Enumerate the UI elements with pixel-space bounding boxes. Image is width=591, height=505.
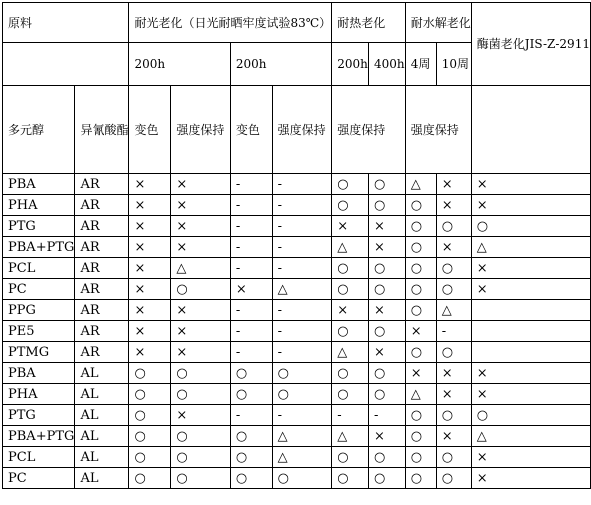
cell-isocyanate: AL — [75, 384, 129, 405]
table-row — [3, 195, 591, 216]
cell-rating — [471, 321, 590, 342]
cell-rating: ○ — [332, 195, 369, 216]
cell-rating: × — [332, 300, 369, 321]
cell-rating: △ — [471, 237, 590, 258]
table-row — [3, 426, 591, 447]
cell-rating: × — [129, 279, 171, 300]
cell-rating: ○ — [368, 174, 405, 195]
cell-rating: ○ — [332, 174, 369, 195]
cell-rating: ○ — [272, 468, 332, 489]
cell-rating: ○ — [230, 468, 272, 489]
cell-rating: ○ — [171, 468, 230, 489]
table-row — [3, 384, 591, 405]
header-heat-400h: 400h — [368, 43, 405, 86]
cell-rating: ○ — [171, 447, 230, 468]
cell-rating: - — [272, 300, 332, 321]
cell-isocyanate: AR — [75, 195, 129, 216]
table-row — [3, 279, 591, 300]
cell-rating: ○ — [272, 363, 332, 384]
cell-rating: ○ — [230, 447, 272, 468]
cell-rating: ○ — [471, 405, 590, 426]
cell-rating: × — [471, 279, 590, 300]
cell-rating: × — [332, 216, 369, 237]
table-row — [3, 258, 591, 279]
cell-rating: × — [471, 174, 590, 195]
header-strength-a — [171, 86, 230, 174]
cell-polyol: PC — [3, 279, 75, 300]
cell-polyol: PBA — [3, 363, 75, 384]
cell-rating: - — [230, 321, 272, 342]
cell-isocyanate: AL — [75, 447, 129, 468]
cell-rating: × — [171, 174, 230, 195]
cell-rating: × — [171, 321, 230, 342]
cell-rating: ○ — [436, 216, 471, 237]
header-light-200h-a: 200h — [129, 43, 230, 86]
cell-polyol: PCL — [3, 258, 75, 279]
cell-rating: ○ — [171, 363, 230, 384]
cell-rating: ○ — [405, 195, 436, 216]
header-strength-a-text: 强度保持 — [176, 122, 225, 137]
cell-polyol: PTMG — [3, 342, 75, 363]
header-heat-200h: 200h — [332, 43, 369, 86]
cell-rating: △ — [171, 258, 230, 279]
table-row — [3, 321, 591, 342]
cell-rating: - — [436, 321, 471, 342]
cell-rating: ○ — [368, 363, 405, 384]
cell-polyol: PHA — [3, 384, 75, 405]
cell-rating: ○ — [230, 363, 272, 384]
cell-rating: △ — [332, 426, 369, 447]
cell-rating: ○ — [405, 405, 436, 426]
cell-rating: - — [272, 405, 332, 426]
header-raw-material: 原料 — [3, 3, 129, 43]
table-row — [3, 405, 591, 426]
header-strength-b-text: 强度保持 — [277, 122, 326, 137]
cell-rating: × — [171, 237, 230, 258]
cell-isocyanate: AR — [75, 237, 129, 258]
cell-rating: ○ — [405, 468, 436, 489]
header-hydro-10w — [436, 43, 471, 86]
cell-rating: × — [436, 363, 471, 384]
cell-rating: ○ — [368, 384, 405, 405]
header-light-aging: 耐光老化（日光耐晒牢度试验83℃） — [129, 3, 332, 43]
cell-polyol: PHA — [3, 195, 75, 216]
cell-rating: × — [129, 258, 171, 279]
cell-rating: - — [230, 405, 272, 426]
cell-rating: ○ — [436, 447, 471, 468]
cell-rating: ○ — [436, 279, 471, 300]
cell-polyol: PCL — [3, 447, 75, 468]
cell-rating: ○ — [368, 468, 405, 489]
cell-isocyanate: AR — [75, 258, 129, 279]
cell-rating: ○ — [230, 426, 272, 447]
cell-rating: - — [272, 216, 332, 237]
cell-rating: ○ — [129, 384, 171, 405]
header-hydrolysis: 耐水解老化 — [405, 3, 471, 43]
cell-rating: - — [272, 174, 332, 195]
cell-rating: ○ — [368, 195, 405, 216]
cell-rating: ○ — [436, 342, 471, 363]
cell-isocyanate: AR — [75, 300, 129, 321]
cell-polyol: PTG — [3, 405, 75, 426]
header-discolor-a-text: 变色 — [134, 122, 159, 137]
cell-rating: × — [471, 447, 590, 468]
cell-rating: × — [368, 426, 405, 447]
cell-rating: ○ — [171, 384, 230, 405]
cell-rating: ○ — [436, 468, 471, 489]
cell-rating: × — [129, 195, 171, 216]
cell-rating: ○ — [129, 468, 171, 489]
cell-rating: ○ — [332, 258, 369, 279]
table-row — [3, 468, 591, 489]
header-hydro-4w: 4周 — [405, 43, 436, 86]
cell-rating: × — [368, 216, 405, 237]
cell-rating: × — [436, 426, 471, 447]
cell-isocyanate: AL — [75, 405, 129, 426]
cell-rating: × — [405, 363, 436, 384]
cell-rating: × — [368, 342, 405, 363]
header-polyol: 多元醇 — [3, 86, 75, 174]
header-mold-blank — [471, 86, 590, 174]
cell-rating: ○ — [368, 321, 405, 342]
header-discolor-a — [129, 86, 171, 174]
cell-polyol: PBA+PTG — [3, 237, 75, 258]
cell-rating: ○ — [405, 258, 436, 279]
cell-rating: - — [230, 174, 272, 195]
cell-rating: △ — [272, 426, 332, 447]
cell-polyol: PE5 — [3, 321, 75, 342]
cell-rating: × — [129, 216, 171, 237]
cell-rating: × — [129, 237, 171, 258]
cell-rating: × — [129, 321, 171, 342]
cell-rating: - — [272, 258, 332, 279]
header-discolor-b-text: 变色 — [235, 122, 260, 137]
header-heat-strength: 强度保持 — [332, 86, 406, 174]
cell-rating: ○ — [332, 279, 369, 300]
cell-rating: × — [171, 195, 230, 216]
cell-rating: × — [471, 258, 590, 279]
header-discolor-b — [230, 86, 272, 174]
cell-rating: ○ — [405, 447, 436, 468]
cell-rating: × — [471, 468, 590, 489]
table-row — [3, 216, 591, 237]
cell-isocyanate: AL — [75, 426, 129, 447]
cell-rating: ○ — [171, 279, 230, 300]
cell-polyol: PC — [3, 468, 75, 489]
cell-rating: × — [471, 195, 590, 216]
header-isocyanate: 异氰酸酯 — [75, 86, 129, 174]
cell-rating: - — [272, 321, 332, 342]
cell-rating: ○ — [405, 279, 436, 300]
cell-rating: × — [436, 237, 471, 258]
cell-rating: - — [230, 258, 272, 279]
cell-polyol: PTG — [3, 216, 75, 237]
cell-rating: × — [129, 174, 171, 195]
table-row — [3, 342, 591, 363]
cell-rating: × — [471, 384, 590, 405]
cell-polyol: PBA — [3, 174, 75, 195]
header-mold-aging: 酶菌老化JIS-Z-2911 — [471, 3, 590, 86]
cell-rating: ○ — [368, 279, 405, 300]
header-blank — [3, 43, 129, 86]
cell-isocyanate: AL — [75, 363, 129, 384]
cell-rating: ○ — [332, 363, 369, 384]
cell-rating: - — [230, 216, 272, 237]
cell-rating: △ — [272, 447, 332, 468]
cell-rating: - — [230, 342, 272, 363]
header-hydro-10w-text: 10周 — [441, 57, 469, 71]
cell-rating: × — [230, 279, 272, 300]
cell-rating: × — [171, 405, 230, 426]
cell-rating: × — [436, 174, 471, 195]
cell-isocyanate: AR — [75, 279, 129, 300]
cell-rating: ○ — [405, 426, 436, 447]
table-row — [3, 174, 591, 195]
cell-rating: ○ — [171, 426, 230, 447]
cell-rating: △ — [405, 384, 436, 405]
cell-rating: × — [171, 300, 230, 321]
cell-isocyanate: AR — [75, 216, 129, 237]
cell-rating: × — [171, 342, 230, 363]
cell-rating: × — [129, 342, 171, 363]
cell-rating: × — [436, 384, 471, 405]
cell-rating: ○ — [332, 468, 369, 489]
cell-polyol: PBA+PTG — [3, 426, 75, 447]
cell-rating: △ — [405, 174, 436, 195]
table-row — [3, 237, 591, 258]
cell-rating: ○ — [332, 447, 369, 468]
cell-rating: - — [272, 342, 332, 363]
cell-rating: × — [471, 363, 590, 384]
aging-resistance-table — [2, 2, 591, 489]
cell-rating: ○ — [436, 405, 471, 426]
cell-rating: × — [405, 321, 436, 342]
cell-isocyanate: AR — [75, 321, 129, 342]
cell-rating: ○ — [405, 300, 436, 321]
cell-polyol: PPG — [3, 300, 75, 321]
cell-rating: - — [272, 237, 332, 258]
cell-isocyanate: AR — [75, 174, 129, 195]
cell-rating: ○ — [129, 426, 171, 447]
cell-rating: △ — [272, 279, 332, 300]
header-strength-b — [272, 86, 332, 174]
cell-rating: ○ — [368, 258, 405, 279]
cell-rating: ○ — [230, 384, 272, 405]
cell-rating: △ — [332, 237, 369, 258]
cell-rating: - — [332, 405, 369, 426]
cell-rating: × — [368, 300, 405, 321]
cell-rating: - — [272, 195, 332, 216]
cell-rating: × — [129, 300, 171, 321]
cell-isocyanate: AL — [75, 468, 129, 489]
header-heat-aging: 耐热老化 — [332, 3, 406, 43]
cell-rating: ○ — [471, 216, 590, 237]
cell-rating: × — [171, 216, 230, 237]
cell-rating: △ — [436, 300, 471, 321]
cell-rating: ○ — [129, 405, 171, 426]
cell-rating: ○ — [405, 216, 436, 237]
cell-rating: ○ — [368, 447, 405, 468]
cell-rating: × — [368, 237, 405, 258]
header-light-200h-b: 200h — [230, 43, 331, 86]
cell-rating: ○ — [129, 363, 171, 384]
cell-rating: ○ — [405, 237, 436, 258]
table-row — [3, 447, 591, 468]
cell-isocyanate: AR — [75, 342, 129, 363]
cell-rating: ○ — [272, 384, 332, 405]
cell-rating — [471, 342, 590, 363]
cell-rating: ○ — [129, 447, 171, 468]
cell-rating: ○ — [436, 258, 471, 279]
cell-rating: × — [436, 195, 471, 216]
table-row — [3, 363, 591, 384]
cell-rating: - — [230, 237, 272, 258]
cell-rating: ○ — [332, 321, 369, 342]
cell-rating: △ — [471, 426, 590, 447]
cell-rating: ○ — [405, 342, 436, 363]
cell-rating: - — [230, 300, 272, 321]
table-row — [3, 300, 591, 321]
cell-rating — [471, 300, 590, 321]
cell-rating: ○ — [332, 384, 369, 405]
cell-rating: - — [368, 405, 405, 426]
cell-rating: △ — [332, 342, 369, 363]
cell-rating: - — [230, 195, 272, 216]
header-hydro-strength: 强度保持 — [405, 86, 471, 174]
